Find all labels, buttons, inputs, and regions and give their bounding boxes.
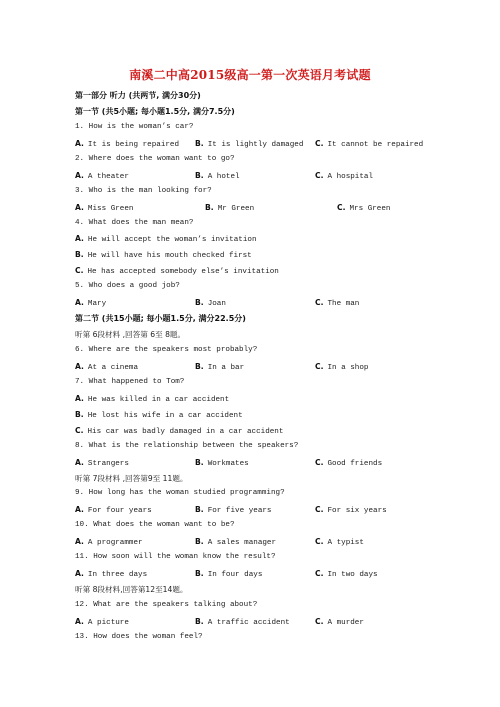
option-text: In a shop (327, 363, 369, 372)
options-2 (75, 168, 435, 184)
option-key: A. (75, 393, 84, 403)
part1-heading: 第一部分 听力 (共两节, 满分30分) (75, 91, 201, 100)
option-key: A. (75, 457, 84, 467)
option-4a (75, 231, 435, 247)
option-key: B. (195, 361, 204, 371)
section2-heading: 第二节 (共15小题; 每小题1.5分, 满分22.5分) (75, 314, 246, 324)
instruction-12-14: 听第 8段材料,回答第12至14题。 (75, 585, 188, 595)
option-key: A. (75, 170, 84, 180)
option-key: C. (75, 266, 84, 276)
question-9: 9. How long has the woman studied programming? (75, 489, 285, 498)
option-text: He will accept the woman’s invitation (87, 236, 257, 245)
option-key: A. (75, 361, 84, 371)
option-text: Strangers (87, 459, 129, 468)
option-text: Mrs Green (349, 204, 391, 213)
question-7: 7. What happened to Tom? (75, 377, 185, 386)
section1-heading: 第一节 (共5小题; 每小题1.5分, 满分7.5分) (75, 106, 235, 116)
option-text: Joan (207, 300, 226, 309)
question-10: 10. What does the woman want to be? (75, 521, 235, 530)
option-text: It is lightly damaged (207, 140, 304, 149)
option-text: Good friends (327, 459, 383, 468)
options-9 (75, 502, 435, 518)
option-text: In three days (87, 571, 148, 580)
option-key: A. (75, 537, 84, 547)
option-key: C. (315, 457, 324, 467)
option-text: A theater (87, 172, 129, 181)
option-key: B. (195, 537, 204, 547)
option-7a (75, 391, 435, 407)
option-key: A. (75, 569, 84, 579)
option-key: A. (75, 234, 84, 244)
page-title: 南溪二中高2015级高一第一次英语月考试题 (129, 68, 371, 82)
question-13: 13. How does the woman feel? (75, 632, 203, 641)
option-text: Workmates (207, 459, 249, 468)
option-text: A programmer (87, 539, 143, 548)
option-key: B. (75, 409, 84, 419)
option-text: For four years (87, 507, 152, 516)
option-text: It cannot be repaired (327, 140, 424, 149)
question-5: 5. Who does a good job? (75, 282, 180, 291)
question-1: 1. How is the woman’s car? (75, 122, 194, 131)
option-key: A. (75, 202, 84, 212)
option-text: In four days (207, 571, 263, 580)
option-key: B. (195, 616, 204, 626)
question-4: 4. What does the man mean? (75, 218, 194, 227)
document-body (75, 88, 435, 646)
question-12: 12. What are the speakers talking about? (75, 601, 258, 609)
option-text: A typist (327, 539, 364, 548)
options-8 (75, 455, 435, 471)
question-6: 6. Where are the speakers most probably? (75, 346, 258, 354)
option-4c (75, 263, 435, 279)
option-text: A hospital (327, 172, 374, 181)
option-text: He was killed in a car accident (87, 395, 230, 404)
option-key: C. (315, 138, 324, 148)
option-4b (75, 247, 435, 263)
option-text: It is being repaired (87, 140, 180, 149)
option-key: C. (315, 170, 324, 180)
option-key: C. (315, 616, 324, 626)
option-text: Mary (87, 300, 107, 309)
option-key: A. (75, 616, 84, 626)
option-key: B. (195, 505, 204, 515)
option-key: B. (195, 298, 204, 308)
instruction-9-11: 听第 7段材料 ,回答第9至 11题。 (75, 473, 188, 483)
option-key: C. (315, 569, 324, 579)
option-key: B. (195, 138, 204, 148)
option-text: A traffic accident (207, 618, 290, 627)
option-key: A. (75, 505, 84, 515)
option-text: He lost his wife in a car accident (87, 411, 243, 420)
options-12 (75, 614, 435, 630)
option-text: Mr Green (217, 204, 255, 213)
question-2: 2. Where does the woman want to go? (75, 154, 235, 163)
option-text: The man (327, 300, 360, 309)
option-key: B. (195, 457, 204, 467)
option-key: A. (75, 138, 84, 148)
options-10 (75, 534, 435, 550)
option-text: For five years (207, 507, 272, 516)
option-text: A hotel (207, 172, 240, 181)
options-3 (75, 200, 435, 216)
option-key: B. (195, 170, 204, 180)
option-text: Miss Green (87, 204, 134, 213)
option-key: C. (75, 425, 84, 435)
option-text: He has accepted somebody else’s invitation (87, 268, 279, 277)
option-key: C. (315, 298, 324, 308)
option-key: C. (315, 361, 324, 371)
option-7b (75, 407, 435, 423)
option-key: C. (337, 202, 346, 212)
option-key: B. (205, 202, 214, 212)
question-3: 3. Who is the man looking for? (75, 186, 212, 195)
option-text: A murder (327, 618, 364, 627)
option-text: He will have his mouth checked first (87, 252, 252, 261)
option-key: B. (195, 569, 204, 579)
instruction-6-8: 听第 6段材料 ,回答第 6至 8题。 (75, 330, 186, 340)
option-text: At a cinema (87, 363, 139, 372)
option-text: For six years (327, 507, 387, 516)
option-key: C. (315, 537, 324, 547)
option-7c (75, 423, 435, 439)
option-text: A sales manager (207, 539, 277, 548)
options-11 (75, 566, 435, 582)
option-text: His car was badly damaged in a car accident (87, 427, 284, 436)
options-1 (75, 136, 435, 152)
question-8: 8. What is the relationship between the speakers? (75, 441, 299, 450)
option-key: B. (75, 250, 84, 260)
option-text: In two days (327, 571, 378, 580)
option-text: A picture (87, 618, 129, 627)
option-key: A. (75, 298, 84, 308)
options-5 (75, 295, 435, 311)
option-text: In a bar (207, 363, 245, 372)
question-11: 11. How soon will the woman know the result? (75, 553, 276, 562)
options-6 (75, 359, 435, 375)
option-key: C. (315, 505, 324, 515)
